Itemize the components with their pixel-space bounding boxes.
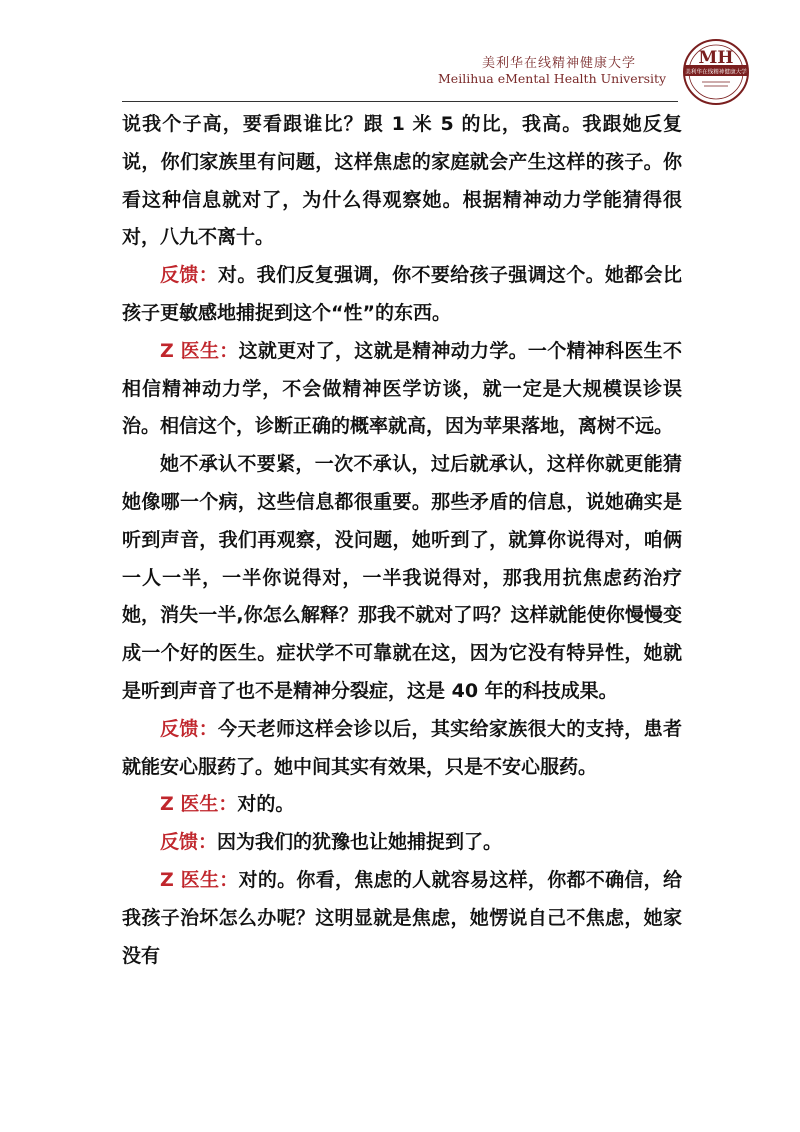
paragraph [122, 786, 682, 824]
university-name-en: Meilihua eMental Health University [438, 71, 667, 86]
paragraph-text: 说我个子高，要看跟谁比？跟 1 米 5 的比，我高。我跟她反复说，你们家族里有问题，这样焦虑的家庭就会产生这样的孩子。你看这种信息就对了，为什么得观察她。根据精神动力学能猜得很对，八九不离十。 [122, 113, 682, 249]
paragraph [122, 257, 682, 333]
speaker-label: 反馈： [160, 831, 218, 854]
speaker-label: 反馈： [160, 264, 219, 287]
paragraph [122, 711, 682, 787]
speaker-label: 反馈： [160, 717, 219, 740]
speaker-label: Z 医生： [160, 868, 239, 891]
university-logo [682, 38, 750, 106]
document-body [122, 106, 682, 975]
logo-ring-text: 美利华在线精神健康大学 [685, 69, 747, 76]
speaker-label: Z 医生： [160, 793, 238, 816]
paragraph [122, 824, 682, 862]
header-divider [122, 101, 678, 102]
paragraph-text: 对的。你看，焦虑的人就容易这样，你都不确信，给我孩子治坏怎么办呢？这明显就是焦虑，她愣说自己不焦虑，她家没有 [122, 868, 682, 967]
paragraph-text: 对。我们反复强调，你不要给孩子强调这个。她都会比孩子更敏感地捕捉到这个“性”的东西。 [122, 264, 682, 324]
logo-monogram: MH [698, 48, 734, 68]
paragraph-text: 这就更对了，这就是精神动力学。一个精神科医生不相信精神动力学，不会做精神医学访谈，就一定是大规模误诊误治。相信这个，诊断正确的概率就高，因为苹果落地，离树不远。 [122, 339, 682, 438]
speaker-label: Z 医生： [160, 339, 239, 362]
paragraph [122, 106, 682, 257]
paragraph [122, 333, 682, 446]
paragraph-text: 她不承认不要紧，一次不承认，过后就承认，这样你就更能猜她像哪一个病，这些信息都很重要。那些矛盾的信息，说她确实是听到声音，我们再观察，没问题，她听到了，就算你说得对，咱俩一人一半，一半你说得对，一半我说得对，那我用抗焦虑药治疗她，消失一半,你怎么解释？那我不就对了吗？这样就能使你慢慢变成一个好的医生。症状学不可靠就在这，因为它没有特异性，她就是听到声音了也不是精神分裂症，这是 40 年的科技成果。 [122, 453, 682, 702]
paragraph-text: 今天老师这样会诊以后，其实给家族很大的支持，患者就能安心服药了。她中间其实有效果，只是不安心服药。 [122, 717, 682, 778]
paragraph [122, 446, 682, 711]
paragraph [122, 862, 682, 975]
university-name-cn: 美利华在线精神健康大学 [482, 56, 637, 71]
paragraph-text: 对的。 [237, 793, 295, 816]
paragraph-text: 因为我们的犹豫也让她捕捉到了。 [217, 831, 503, 854]
